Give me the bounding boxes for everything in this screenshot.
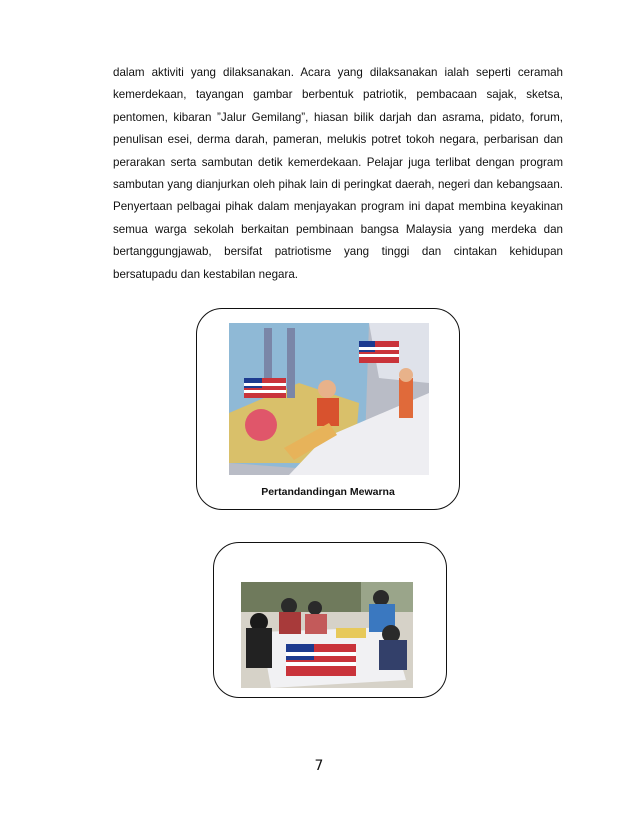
photo-students-decorating-flag <box>241 582 413 688</box>
page-number: 7 <box>314 758 324 774</box>
photo-colouring-drawings <box>229 323 429 475</box>
body-paragraph: dalam aktiviti yang dilaksanakan. Acara yang dilaksanakan ialah seperti ceramah kemerdekaan, tayangan gambar berbentuk patriotik, pembacaan sajak, sketsa, pentomen, kibaran ”Jalur Gemilang”, hiasan bilik darjah dan asrama, pidato, forum, penulisan esei, derma darah, pameran, melukis potret tokoh negara, perbarisan dan perarakan serta sambutan detik kemerdekaan. Pelajar juga terlibat dengan program sambutan yang dianjurkan oleh pihak lain di peringkat daerah, negeri dan kebangsaan. Penyertaan pelbagai pihak dalam menjayakan program ini dapat membina keyakinan semua warga sekolah berkaitan pembinaan bangsa Malaysia yang merdeka dan bertanggungjawab, bersifat patriotisme yang tinggi dan cintakan kehidupan bersatupadu dan kestabilan negara. <box>113 66 563 281</box>
figure-caption: Pertandandingan Mewarna <box>261 486 395 498</box>
